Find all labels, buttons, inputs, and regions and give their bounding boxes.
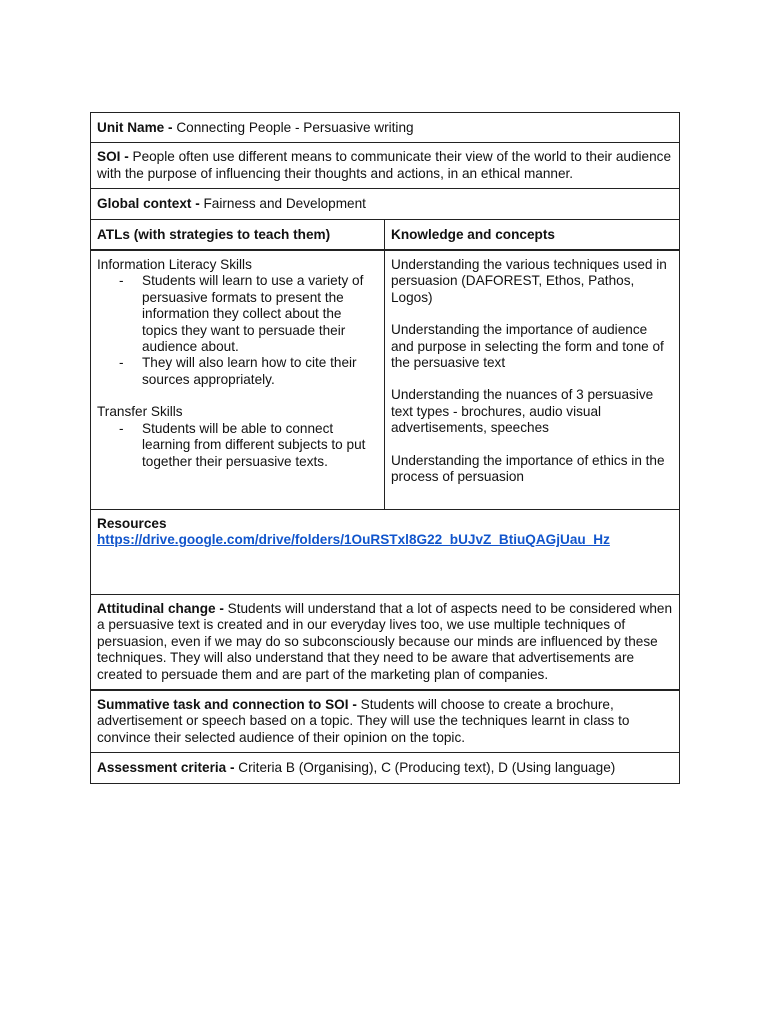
summative-value: Students will choose to create a brochure, advertisement or speech based on a topic. They will use the techniques learnt in class to convince their selected audience of their opinion on the topic. bbox=[97, 697, 630, 745]
knowledge-item: Understanding the nuances of 3 persuasive text types - brochures, audio visual advertisements, speeches bbox=[391, 387, 654, 436]
resources-link[interactable]: https://drive.google.com/drive/folders/1OuRSTxl8G22_bUJvZ_BtiuQAGjUau_Hz bbox=[97, 532, 610, 548]
atl-group-title: Information Literacy Skills bbox=[97, 257, 252, 273]
assessment-row bbox=[91, 753, 680, 783]
attitudinal-cell bbox=[91, 595, 680, 691]
knowledge-cell bbox=[385, 250, 680, 510]
resources-row bbox=[91, 510, 680, 595]
unit-name-value: Connecting People - Persuasive writing bbox=[176, 120, 414, 135]
summative-cell bbox=[91, 690, 680, 753]
global-context-cell bbox=[91, 189, 680, 219]
atl-group-title: Transfer Skills bbox=[97, 404, 183, 420]
resources-cell bbox=[91, 510, 680, 595]
soi-value: People often use different means to communicate their view of the world to their audience with the purpose of influencing their thoughts and actions, in an ethical manner. bbox=[97, 149, 672, 181]
column-header-row bbox=[91, 219, 680, 250]
list-item: - They will also learn how to cite their sources appropriately. bbox=[142, 355, 378, 388]
atl-knowledge-row bbox=[91, 250, 680, 510]
list-item: - Students will be able to connect learning from different subjects to put together their persuasive texts. bbox=[142, 421, 378, 470]
knowledge-header: Knowledge and concepts bbox=[385, 219, 680, 250]
global-context-row bbox=[91, 189, 680, 219]
assessment-label: Assessment criteria - bbox=[97, 760, 239, 776]
global-context-label: Global context - bbox=[97, 196, 204, 212]
attitudinal-row bbox=[91, 595, 680, 691]
assessment-value: Criteria B (Organising), C (Producing text), D (Using language) bbox=[238, 760, 616, 776]
knowledge-item: Understanding the importance of audience and purpose in selecting the form and tone of the persuasive text bbox=[391, 322, 664, 371]
global-context-value: Fairness and Development bbox=[203, 196, 366, 212]
soi-cell bbox=[91, 143, 680, 189]
attitudinal-value: Students will understand that a lot of aspects need to be considered when a persuasive text is created and in our everyday lives too, we use multiple techniques of persuasion, even if we may do so subconsciously because our minds are influenced by these techniques. They will also understand that they need to be aware that advertisements are created to persuade them and are part of the marketing plan of companies. bbox=[97, 601, 673, 682]
resources-label: Resources bbox=[97, 516, 167, 532]
knowledge-item: Understanding the various techniques used in persuasion (DAFOREST, Ethos, Pathos, Logos) bbox=[391, 257, 667, 305]
unit-name-row bbox=[91, 113, 680, 143]
unit-plan-document bbox=[90, 112, 679, 784]
atl-group-list bbox=[97, 273, 378, 388]
unit-plan-table bbox=[90, 112, 680, 784]
attitudinal-label: Attitudinal change - bbox=[97, 601, 228, 617]
unit-name-label: Unit Name - bbox=[97, 120, 177, 135]
unit-name-cell bbox=[91, 113, 680, 143]
list-item: - Students will learn to use a variety of persuasive formats to present the information they collect about the topics they want to persuade their audience about. bbox=[142, 273, 378, 355]
summative-label: Summative task and connection to SOI - bbox=[97, 697, 361, 713]
atl-header: ATLs (with strategies to teach them) bbox=[91, 219, 385, 250]
assessment-cell bbox=[91, 753, 680, 783]
atl-cell bbox=[91, 250, 385, 510]
knowledge-item: Understanding the importance of ethics in the process of persuasion bbox=[391, 452, 665, 485]
soi-label: SOI - bbox=[97, 149, 133, 165]
soi-row bbox=[91, 143, 680, 189]
summative-row bbox=[91, 690, 680, 753]
atl-group-list bbox=[97, 421, 378, 470]
